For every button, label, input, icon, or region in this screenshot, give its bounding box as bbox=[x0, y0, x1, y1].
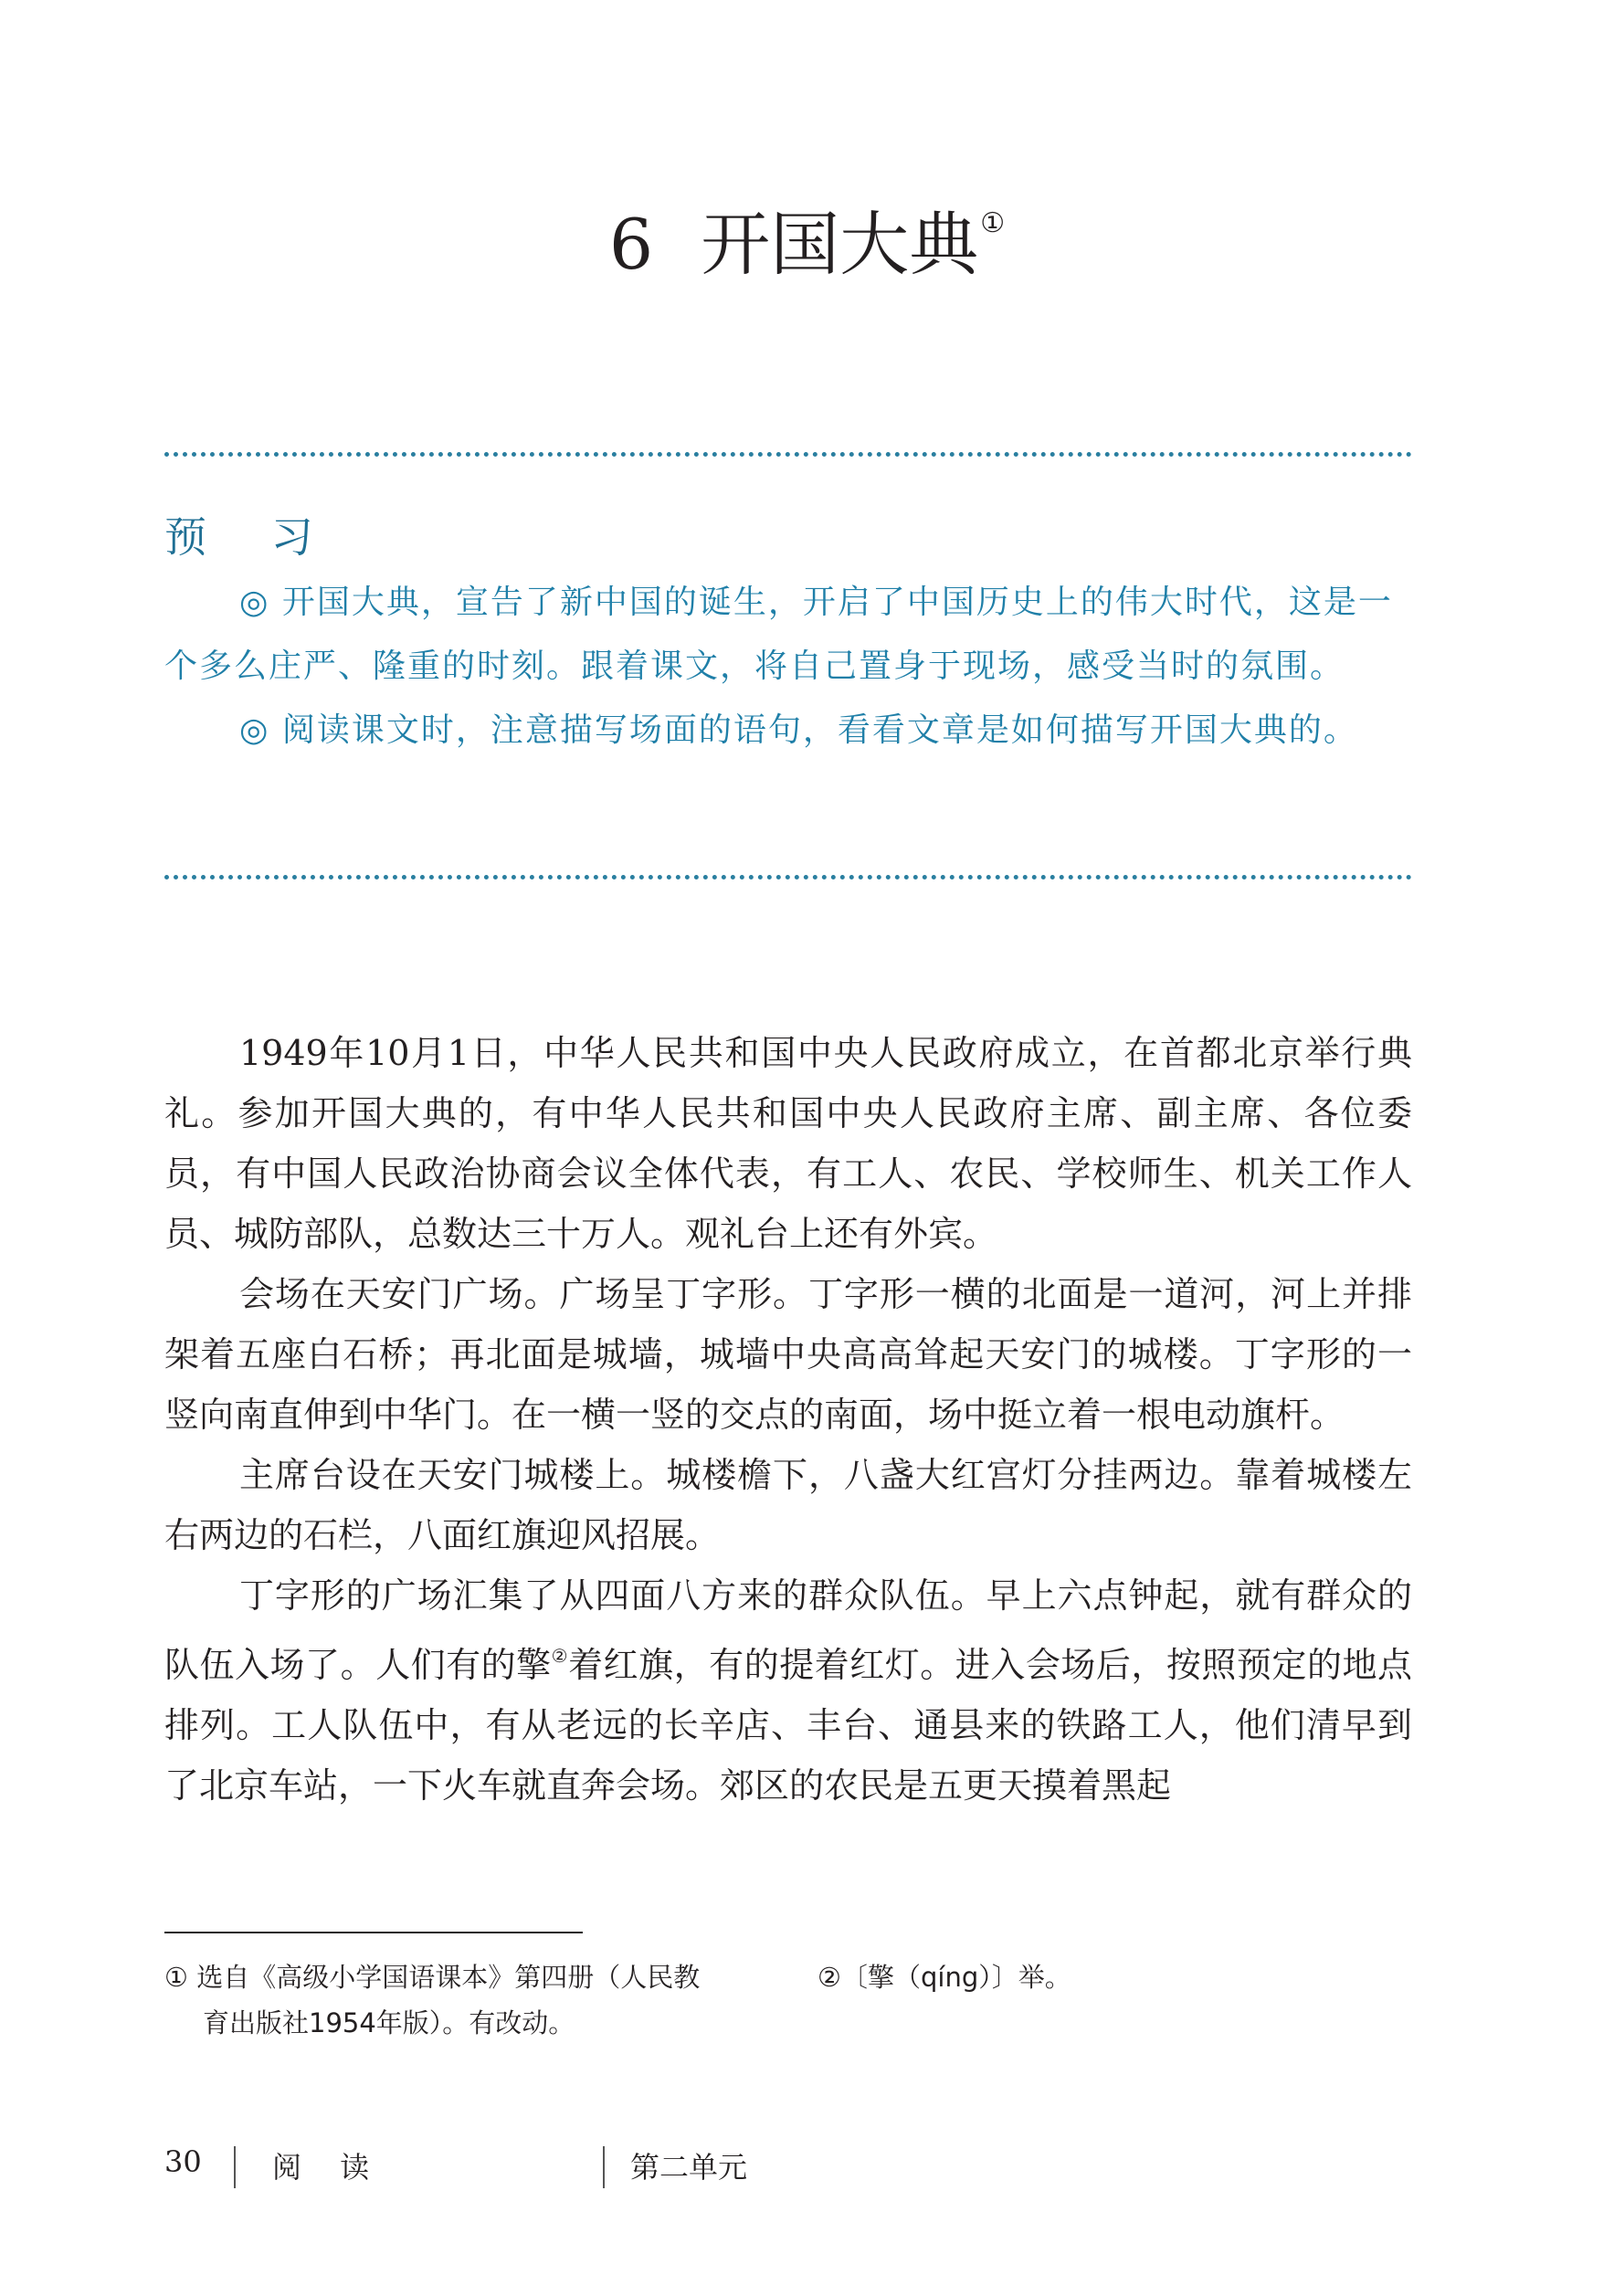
paragraph bbox=[164, 1565, 1412, 1816]
preview-section bbox=[164, 571, 1412, 763]
lesson-title-text: 开国大典 bbox=[701, 204, 979, 285]
title-footnote-mark: ① bbox=[980, 207, 1006, 239]
lesson-title bbox=[0, 183, 1614, 286]
footnote-1-line2: 育出版社1954年版）。有改动。 bbox=[203, 2007, 575, 2038]
preview-item: ◎ 阅读课文时，注意描写场面的语句，看看文章是如何描写开国大典的。 bbox=[239, 711, 1358, 749]
preview-top-divider bbox=[164, 452, 1412, 457]
paragraph: 会场在天安门广场。广场呈丁字形。丁字形一横的北面是一道河，河上并排架着五座白石桥；再北面是城墙，城墙中央高高耸起天安门的城楼。丁字形的一竖向南直伸到中华门。在一横一竖的交点的南面，场中挺立着一根电动旗杆。 bbox=[164, 1274, 1412, 1435]
footnote-2: ②〔擎（qíng）〕举。 bbox=[818, 1962, 1071, 1993]
page-footer bbox=[0, 2137, 1614, 2192]
preview-bottom-divider bbox=[164, 875, 1412, 879]
paragraph: 主席台设在天安门城楼上。城楼檐下，八盏大红宫灯分挂两边。靠着城楼左右两边的石栏，八面红旗迎风招展。 bbox=[164, 1455, 1412, 1555]
lesson-body bbox=[164, 1023, 1412, 1816]
paragraph-part: 丁字形的广场汇集了从四面八方来的群众队伍。早上六点钟起，就有群众的队伍入场了。人们有的擎 bbox=[164, 1575, 1412, 1685]
footnote-1-line1: ① 选自《高级小学国语课本》第四册（人民教 bbox=[164, 1962, 701, 1993]
page-number: 30 bbox=[164, 2144, 202, 2179]
footer-unit: 第二单元 bbox=[630, 2150, 748, 2185]
footer-divider bbox=[234, 2146, 236, 2188]
preview-item: ◎ 开国大典，宣告了新中国的诞生，开启了中国历史上的伟大时代，这是一个多么庄严、隆重的时刻。跟着课文，将自己置身于现场，感受当时的氛围。 bbox=[164, 584, 1393, 685]
lesson-number: 6 bbox=[608, 204, 654, 285]
footnote-mark: ② bbox=[551, 1645, 569, 1667]
footnote-rule bbox=[164, 1932, 583, 1933]
preview-label: 预 习 bbox=[164, 512, 339, 562]
footnote-1 bbox=[164, 1954, 786, 2046]
footer-divider bbox=[603, 2146, 605, 2188]
paragraph-part: 着红旗，有的提着红灯。进入会场后，按照预定的地点排列。工人队伍中，有从老远的长辛店、丰台、通县来的铁路工人，他们清早到了北京车站，一下火车就直奔会场。郊区的农民是五更天摸着黑起 bbox=[164, 1645, 1412, 1806]
paragraph: 1949年10月1日，中华人民共和国中央人民政府成立，在首都北京举行典礼。参加开国大典的，有中华人民共和国中央人民政府主席、副主席、各位委员，有中国人民政治协商会议全体代表，有工人、农民、学校师生、机关工作人员、城防部队，总数达三十万人。观礼台上还有外宾。 bbox=[164, 1033, 1412, 1254]
footer-section: 阅 读 bbox=[272, 2150, 385, 2185]
